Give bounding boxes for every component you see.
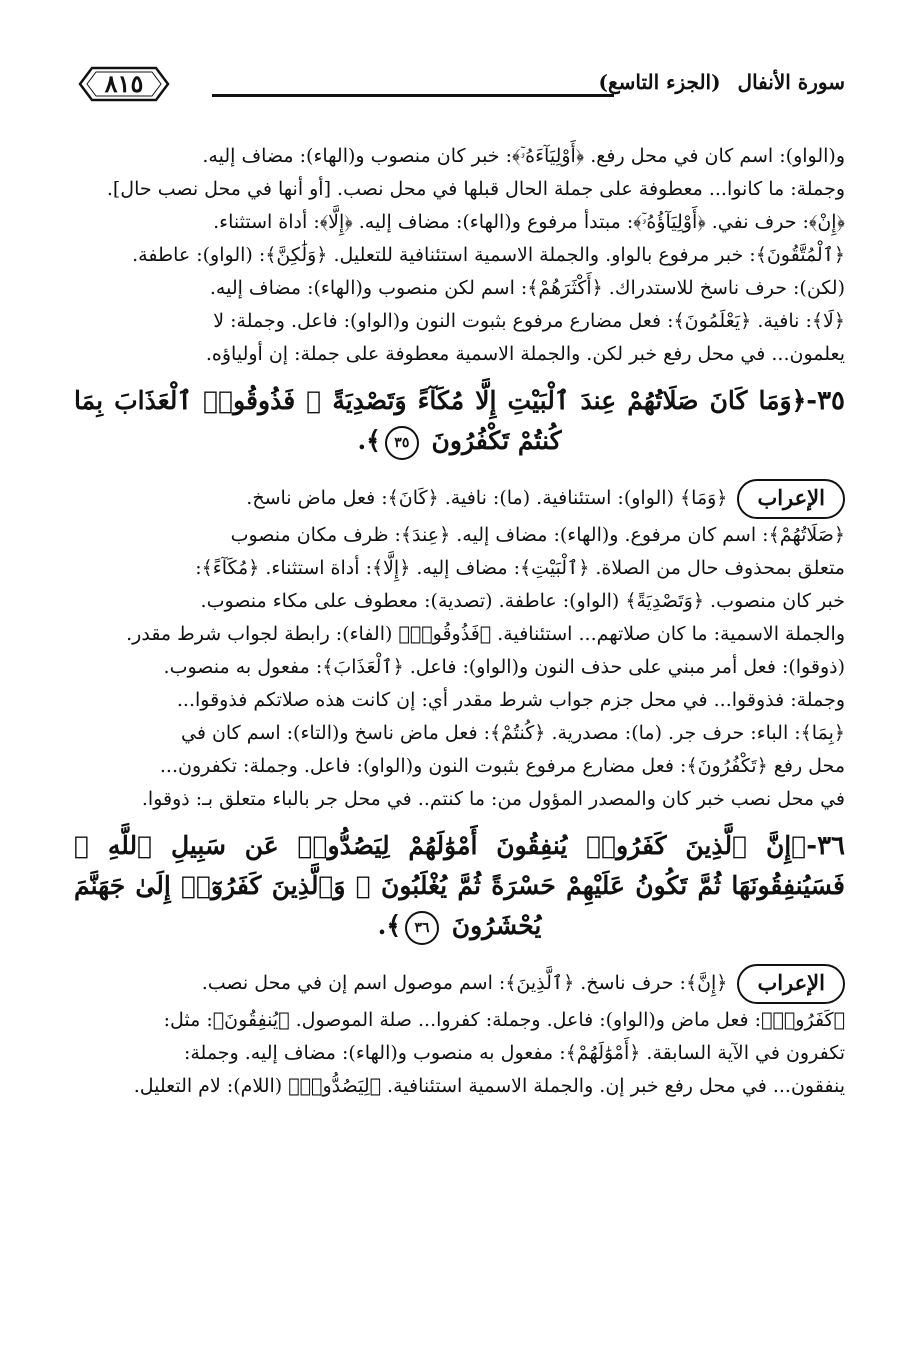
text-line: في محل نصب خبر كان والمصدر المؤول من: ما كنتم.. في محل جر بالباء متعلق بـ: ذوقوا. [141,788,845,810]
verse-text: ﴿وَمَا كَانَ صَلَاتُهُمْ عِندَ ٱلْبَيْتِ إِلَّا مُكَآءً وَتَصْدِيَةً ۚ فَذُوقُوا۟ ٱلْعَذَابَ بِمَا كُنتُمْ تَكْفُرُونَ [74,386,807,455]
running-title [598,70,845,94]
text-line: ﴿لَا﴾: نافية. ﴿يَعْلَمُونَ﴾: فعل مضارع مرفوع بثبوت النون و(الواو): فاعل. وجملة: لا [213,310,845,332]
text-line: ﴿إِنْ﴾: حرف نفي. ﴿أَوْلِيَآؤُهُۥٓ﴾: مبتدأ مرفوع و(الهاء): مضاف إليه. ﴿إِلَّا﴾: أداة استثناء. [213,211,845,233]
text-line: تكفرون في الآية السابقة. ﴿أَمْوَٰلَهُمْ﴾: مفعول به منصوب و(الهاء): مضاف إليه. وجملة: [183,1042,845,1064]
verse-closing: ﴾. [357,426,381,455]
text-line: وجملة: فذوقوا... في محل جزم جواب شرط مقدر أي: إن كانت هذه صلاتكم فذوقوا... [176,689,845,711]
irab-continuation-block [74,140,845,371]
text-line: ينفقون... في محل رفع خبر إن. والجملة الاسمية استئنافية. ﴿لِيَصُدُّوا۟﴾ (اللام): لام التعليل. [133,1075,845,1097]
ayah-end-marker-icon: ٣٦ [405,911,439,945]
text-line: (لكن): حرف ناسخ للاستدراك. ﴿أَكْثَرَهُمْ﴾: اسم لكن منصوب و(الهاء): مضاف إليه. [209,277,845,299]
header-rule [212,94,614,97]
text-line: متعلق بمحذوف حال من الصلاة. ﴿ٱلْبَيْتِ﴾: مضاف إليه. ﴿إِلَّا﴾: أداة استثناء. ﴿مُكَآءً﴾: [195,557,845,579]
page-content [74,140,845,1103]
verse-closing: ﴾. [377,911,401,940]
text-line-content: ﴿وَمَا﴾ (الواو): استئنافية. (ما): نافية. ﴿كَانَ﴾: فعل ماض ناسخ. [246,487,728,509]
page-number-frame [78,66,170,102]
irab-badge: الإعراب [737,964,845,1004]
part-label: (الجزء التاسع) [598,70,721,94]
quran-verse-35 [74,381,845,461]
irab-block-35 [74,479,845,816]
text-line [74,479,845,519]
text-line: ﴿ٱلْمُتَّقُونَ﴾: خبر مرفوع بالواو. والجملة الاسمية استئنافية للتعليل. ﴿وَلَٰكِنَّ﴾: (الواو): عاطفة. [132,244,845,266]
text-line: والجملة الاسمية: ما كان صلاتهم... استئنافية. ﴿فَذُوقُوا۟﴾ (الفاء): رابطة لجواب شرط مقدر. [126,623,845,645]
text-line: يعلمون... في محل رفع خبر لكن. والجملة الاسمية معطوفة على جملة: إن أولياؤه. [205,343,845,365]
text-line: و(الواو): اسم كان في محل رفع. ﴿أَوْلِيَآءَهُۥٓ﴾: خبر كان منصوب و(الهاء): مضاف إليه. [202,145,845,167]
page-number: ٨١٥ [104,69,144,98]
verse-text: ﴿إِنَّ ٱلَّذِينَ كَفَرُوا۟ يُنفِقُونَ أَمْوَٰلَهُمْ لِيَصُدُّوا۟ عَن سَبِيلِ ٱللَّهِ ۚ فَسَيُنفِقُونَهَا ثُمَّ تَكُونُ عَلَيْهِمْ حَسْرَةً ثُمَّ يُغْلَبُونَ ۗ وَٱلَّذِينَ كَفَرُوٓا۟ إِلَىٰ جَهَنَّمَ يُحْشَرُونَ [74,831,845,940]
surah-title: سورة الأنفال [737,70,845,94]
text-line: محل رفع ﴿تَكْفُرُونَ﴾: فعل مضارع مرفوع بثبوت النون و(الواو): فاعل. وجملة: تكفرون... [159,755,845,777]
text-line-content: ﴿إِنَّ﴾: حرف ناسخ. ﴿ٱلَّذِينَ﴾: اسم موصول اسم إن في محل نصب. [201,972,728,994]
text-line [74,964,845,1004]
text-line: ﴿بِمَا﴾: الباء: حرف جر. (ما): مصدرية. ﴿كُنتُمْ﴾: فعل ماض ناسخ و(التاء): اسم كان في [180,722,845,744]
ayah-end-marker-icon: ٣٥ [385,426,419,460]
irab-badge: الإعراب [737,479,845,519]
text-line: خبر كان منصوب. ﴿وَتَصْدِيَةً﴾ (الواو): عاطفة. (تصدية): معطوف على مكاء منصوب. [200,590,845,612]
text-line: ﴿صَلَاتُهُمْ﴾: اسم كان مرفوع. و(الهاء): مضاف إليه. ﴿عِندَ﴾: ظرف مكان منصوب [230,524,845,546]
verse-number: ٣٦- [806,831,845,861]
verse-number: ٣٥- [806,386,845,416]
page-header [70,66,845,110]
text-line: وجملة: ما كانوا... معطوفة على جملة الحال قبلها في محل نصب. [أو أنها في محل نصب حال]. [106,178,845,200]
text-line: (ذوقوا): فعل أمر مبني على حذف النون و(الواو): فاعل. ﴿ٱلْعَذَابَ﴾: مفعول به منصوب. [163,656,845,678]
quran-verse-36 [74,826,845,946]
text-line: ﴿كَفَرُوا۟﴾: فعل ماض و(الواو): فاعل. وجملة: كفروا... صلة الموصول. ﴿يُنفِقُونَ﴾: مثل: [163,1009,845,1031]
irab-block-36 [74,964,845,1103]
